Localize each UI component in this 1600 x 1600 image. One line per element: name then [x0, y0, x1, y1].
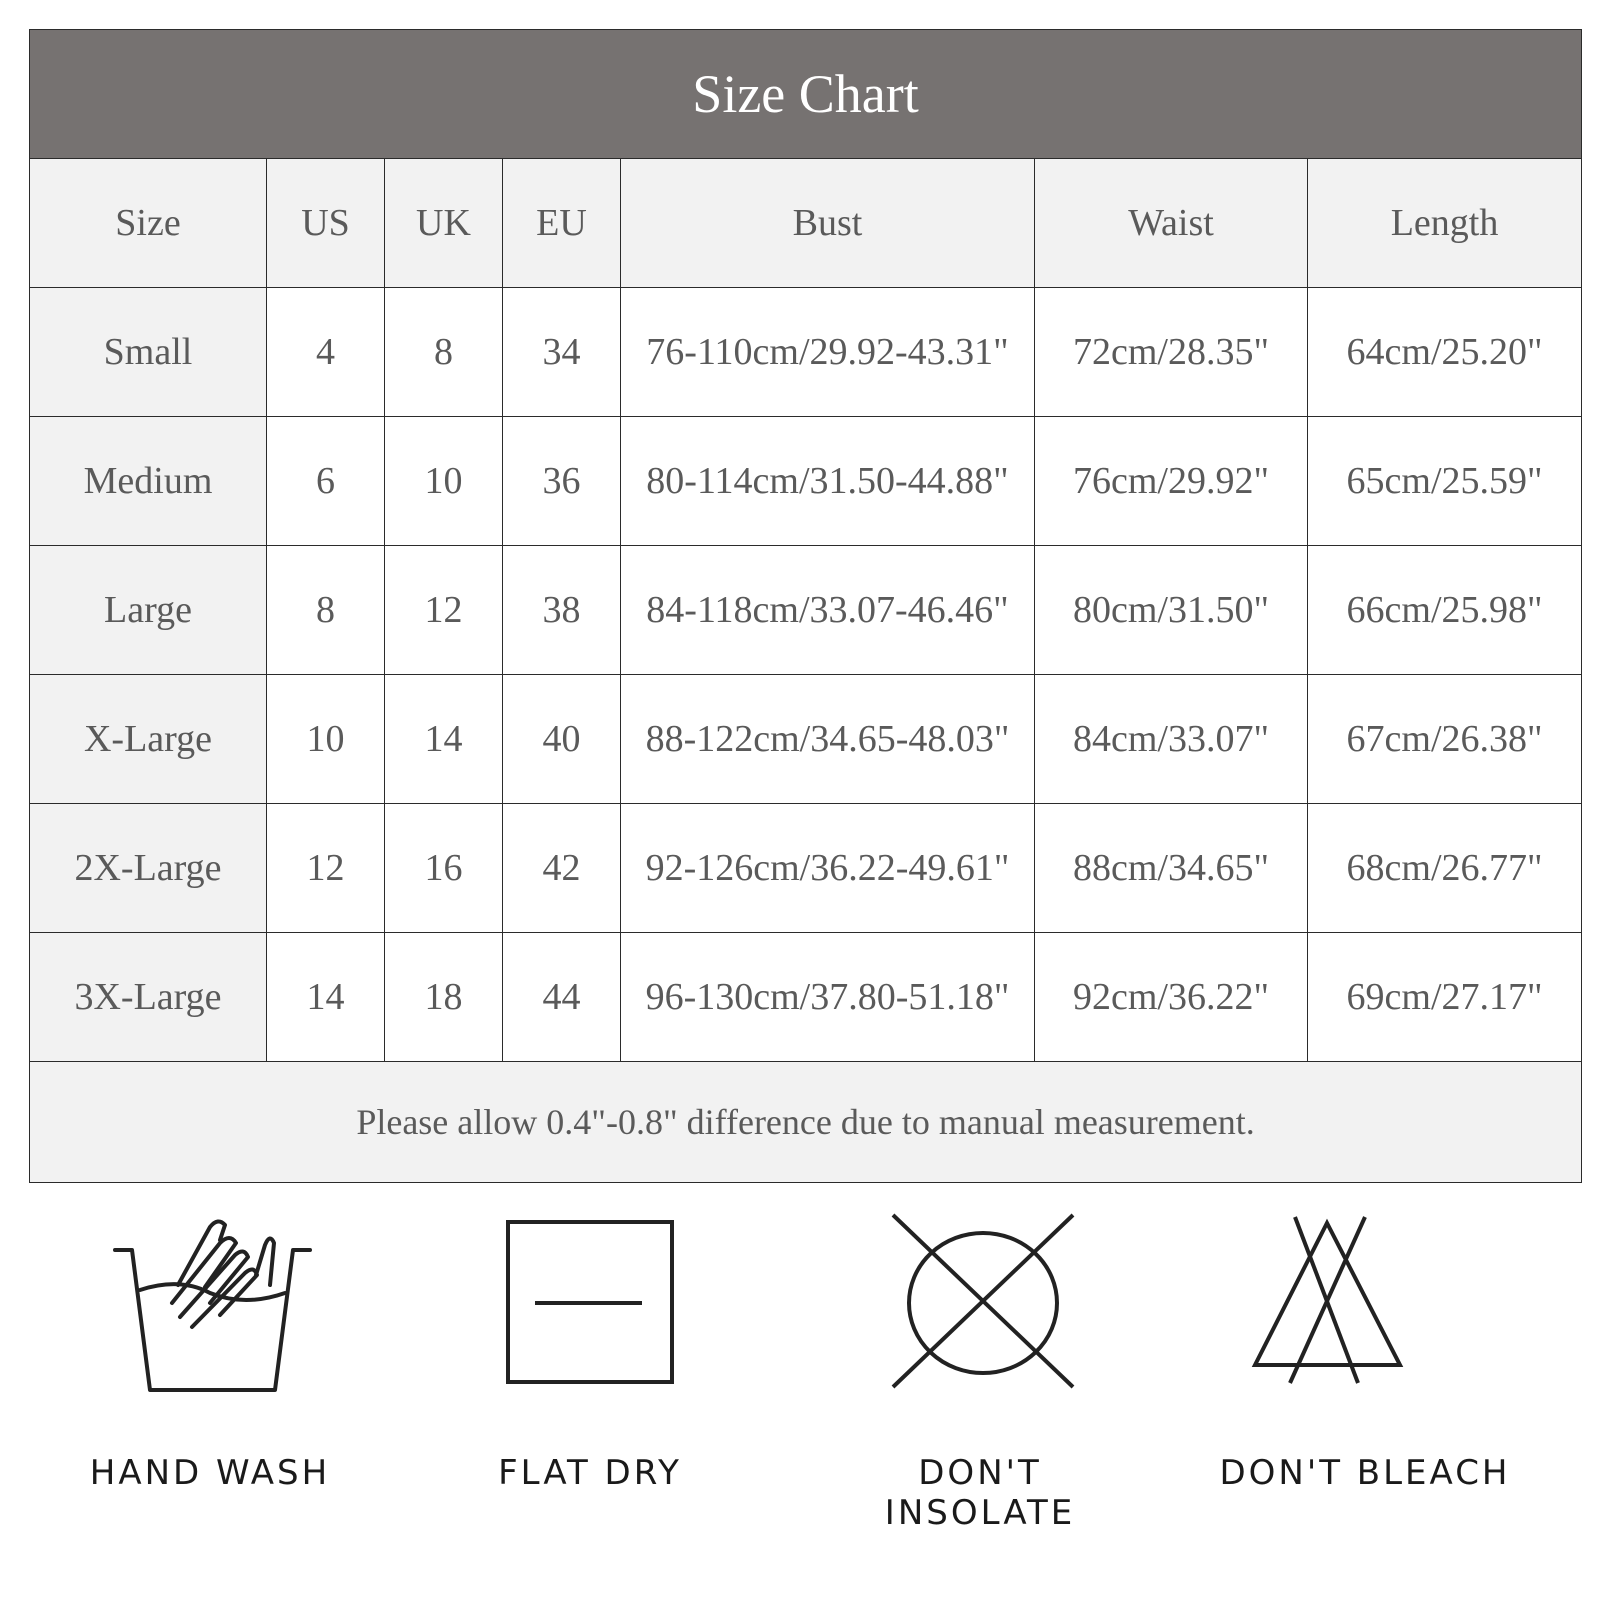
uk-cell: 16 [385, 804, 503, 933]
bust-cell: 76-110cm/29.92-43.31" [621, 288, 1035, 417]
table-row [30, 546, 1582, 675]
dont-insolate-icon [830, 1205, 1130, 1405]
bust-cell: 80-114cm/31.50-44.88" [621, 417, 1035, 546]
dont-bleach-icon [1215, 1205, 1515, 1405]
size-cell: X-Large [30, 675, 267, 804]
us-cell: 6 [267, 417, 385, 546]
eu-cell: 42 [503, 804, 621, 933]
table-row [30, 417, 1582, 546]
uk-cell: 10 [385, 417, 503, 546]
uk-cell: 12 [385, 546, 503, 675]
header-row [30, 159, 1582, 288]
length-cell: 64cm/25.20" [1308, 288, 1582, 417]
uk-cell: 18 [385, 933, 503, 1062]
bust-cell: 96-130cm/37.80-51.18" [621, 933, 1035, 1062]
eu-cell: 34 [503, 288, 621, 417]
uk-cell: 14 [385, 675, 503, 804]
eu-cell: 38 [503, 546, 621, 675]
uk-cell: 8 [385, 288, 503, 417]
us-cell: 14 [267, 933, 385, 1062]
us-cell: 10 [267, 675, 385, 804]
care-label: FLAT DRY [498, 1453, 682, 1493]
care-label: DON'T INSOLATE [884, 1453, 1076, 1533]
waist-cell: 76cm/29.92" [1035, 417, 1308, 546]
table-row [30, 288, 1582, 417]
bust-cell: 92-126cm/36.22-49.61" [621, 804, 1035, 933]
size-cell: 3X-Large [30, 933, 267, 1062]
waist-cell: 84cm/33.07" [1035, 675, 1308, 804]
measurement-note: Please allow 0.4"-0.8" difference due to manual measurement. [30, 1062, 1582, 1183]
waist-cell: 80cm/31.50" [1035, 546, 1308, 675]
length-cell: 69cm/27.17" [1308, 933, 1582, 1062]
length-cell: 68cm/26.77" [1308, 804, 1582, 933]
column-header: Waist [1035, 159, 1308, 288]
eu-cell: 40 [503, 675, 621, 804]
waist-cell: 92cm/36.22" [1035, 933, 1308, 1062]
size-cell: 2X-Large [30, 804, 267, 933]
table-row [30, 675, 1582, 804]
care-label: DON'T BLEACH [1219, 1453, 1511, 1493]
column-header: Length [1308, 159, 1582, 288]
size-cell: Small [30, 288, 267, 417]
chart-title: Size Chart [30, 30, 1582, 159]
size-cell: Large [30, 546, 267, 675]
length-cell: 65cm/25.59" [1308, 417, 1582, 546]
column-header: UK [385, 159, 503, 288]
table-row [30, 933, 1582, 1062]
eu-cell: 36 [503, 417, 621, 546]
eu-cell: 44 [503, 933, 621, 1062]
care-label: HAND WASH [89, 1453, 331, 1493]
bust-cell: 84-118cm/33.07-46.46" [621, 546, 1035, 675]
us-cell: 8 [267, 546, 385, 675]
length-cell: 66cm/25.98" [1308, 546, 1582, 675]
waist-cell: 88cm/34.65" [1035, 804, 1308, 933]
size-chart-table [29, 29, 1582, 1183]
bust-cell: 88-122cm/34.65-48.03" [621, 675, 1035, 804]
flat-dry-icon [440, 1205, 740, 1405]
column-header: US [267, 159, 385, 288]
column-header: Size [30, 159, 267, 288]
column-header: Bust [621, 159, 1035, 288]
hand-wash-icon [60, 1205, 360, 1405]
column-header: EU [503, 159, 621, 288]
waist-cell: 72cm/28.35" [1035, 288, 1308, 417]
size-cell: Medium [30, 417, 267, 546]
length-cell: 67cm/26.38" [1308, 675, 1582, 804]
us-cell: 12 [267, 804, 385, 933]
table-row [30, 804, 1582, 933]
us-cell: 4 [267, 288, 385, 417]
